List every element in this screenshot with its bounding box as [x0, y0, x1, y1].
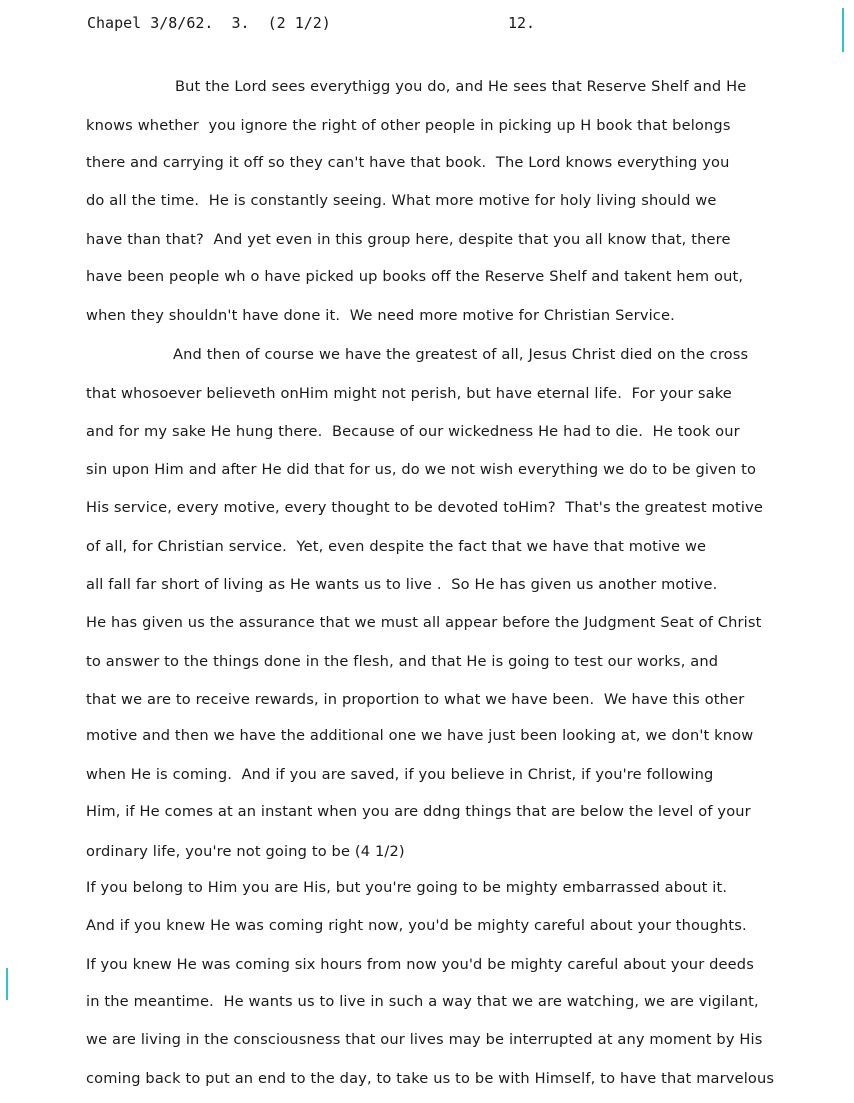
text-line: when they shouldn't have done it. We need more motive for Christian Service.	[86, 307, 675, 324]
text-line: If you knew He was coming six hours from now you'd be mighty careful about your deeds	[86, 956, 754, 973]
text-line: Him, if He comes at an instant when you are ddng things that are below the level of your	[86, 803, 751, 820]
text-line: And then of course we have the greatest of all, Jesus Christ died on the cross	[173, 346, 749, 363]
text-line: in the meantime. He wants us to live in such a way that we are watching, we are vigilant,	[86, 993, 759, 1010]
text-line: when He is coming. And if you are saved, if you believe in Christ, if you're following	[86, 766, 714, 783]
text-line: But the Lord sees everythigg you do, and He sees that Reserve Shelf and He	[175, 78, 747, 95]
text-line: we are living in the consciousness that our lives may be interrupted at any moment by His	[86, 1031, 763, 1048]
page-number: 12.	[508, 14, 536, 32]
text-line: His service, every motive, every thought to be devoted toHim? That's the greatest motive	[86, 499, 763, 516]
text-line: have been people wh o have picked up books off the Reserve Shelf and takent hem out,	[86, 268, 744, 285]
text-line: sin upon Him and after He did that for us, do we not wish everything we do to be given to	[86, 461, 757, 478]
text-line: that we are to receive rewards, in proportion to what we have been. We have this other	[86, 691, 745, 708]
text-line: of all, for Christian service. Yet, even despite the fact that we have that motive we	[86, 538, 707, 555]
text-line: ordinary life, you're not going to be (4 1/2)	[86, 843, 405, 860]
text-line: have than that? And yet even in this group here, despite that you all know that, there	[86, 231, 731, 248]
text-line: motive and then we have the additional one we have just been looking at, we don't know	[86, 727, 754, 744]
text-line: to answer to the things done in the flesh, and that He is going to test our works, and	[86, 653, 719, 670]
text-line: coming back to put an end to the day, to take us to be with Himself, to have that marvelous	[86, 1070, 775, 1087]
text-line: that whosoever believeth onHim might not perish, but have eternal life. For your sake	[86, 385, 732, 402]
text-line: And if you knew He was coming right now, you'd be mighty careful about your thoughts.	[86, 917, 747, 934]
text-line: knows whether you ignore the right of other people in picking up H book that belongs	[86, 117, 731, 134]
text-line: and for my sake He hung there. Because of our wickedness He had to die. He took our	[86, 423, 740, 440]
text-line: there and carrying it off so they can't have that book. The Lord knows everything you	[86, 154, 730, 171]
text-line: He has given us the assurance that we must all appear before the Judgment Seat of Christ	[86, 614, 762, 631]
text-line: all fall far short of living as He wants us to live . So He has given us another motive.	[86, 576, 718, 593]
text-line: do all the time. He is constantly seeing. What more motive for holy living should we	[86, 192, 717, 209]
margin-mark-top	[842, 8, 844, 52]
margin-mark-left	[6, 968, 8, 1000]
page-header: Chapel 3/8/62. 3. (2 1/2)	[87, 14, 331, 32]
text-line: If you belong to Him you are His, but you're going to be mighty embarrassed about it.	[86, 879, 728, 896]
